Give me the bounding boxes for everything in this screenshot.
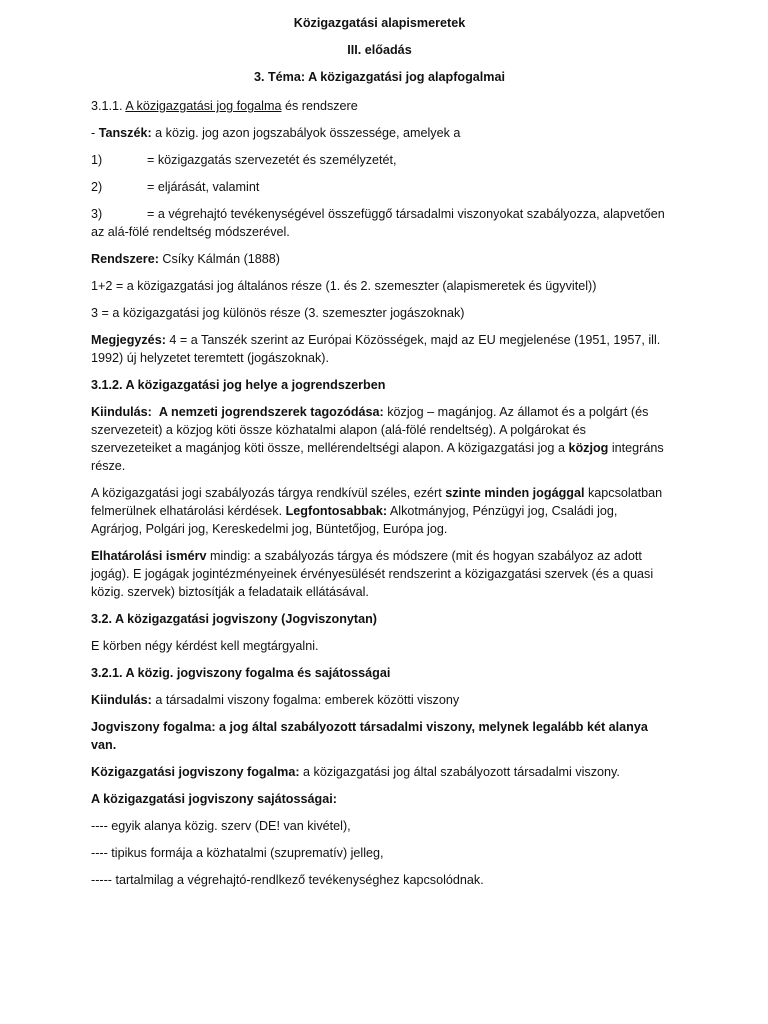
section-underlined-title: A közigazgatási jog fogalma [125,99,282,113]
section-3-2-heading [91,610,668,628]
elhatarolas-paragraph [91,547,668,601]
rendszere-line [91,250,668,268]
topic-heading: 3. Téma: A közigazgatási jog alapfogalmai [253,70,505,84]
kiindulas-label: Kiindulás: [91,405,152,419]
section-3-1-1-heading [91,97,668,115]
four-questions-line: E körben négy kérdést kell megtárgyalni. [91,639,319,653]
list-item-1 [91,151,668,169]
sajatossagai-title: A közigazgatási jogviszony sajátosságai: [91,792,337,806]
elhatarolas-text: mindig: a szabályozás tárgya és módszere (mit és hogyan szabályoz az adott jogág). E jogágak jogintézményeinek érvényesülését rendszerint a közigazgatási szervek (és a quasi közig. szervek) biztosítják a feladataik ellátásával. [91,549,654,599]
general-part-line: 1+2 = a közigazgatási jog általános része (1. és 2. szemeszter (alapismeretek és ügyvitel)) [91,279,597,293]
sajatossagai-heading [91,790,668,808]
list-item-3 [91,205,668,241]
list-item-text: = közigazgatás szervezetét és személyzetét, [147,153,397,167]
tanszek-definition [91,124,668,142]
kozig-jogviszony-label: Közigazgatási jogviszony fogalma: [91,765,300,779]
megjegyzes-label: Megjegyzés: [91,333,166,347]
kozjog-bold: közjog [568,441,609,455]
section-3-2-title: 3.2. A közigazgatási jogviszony (Jogviszonytan) [91,612,377,626]
elhatarolas-label: Elhatárolási ismérv [91,549,207,563]
kiindulas-bold-phrase: A nemzeti jogrendszerek tagozódása: [158,405,384,419]
section-3-2-1-title: 3.2.1. A közig. jogviszony fogalma és sajátosságai [91,666,391,680]
list-item-number: 1) [91,153,103,167]
targya-text-3: Alkotmányjog, Pénzügyi jog, Családi jog, Agrárjog, Polgári jog, Kereskedelmi jog, Büntetőjog, Európa jog. [91,504,618,536]
rendszere-text: Csíky Kálmán (1888) [162,252,280,266]
jogviszony-definition [91,718,668,754]
kozig-jogviszony-text: a közigazgatási jog által szabályozott társadalmi viszony. [303,765,620,779]
section-3-2-1-heading [91,664,668,682]
megjegyzes-text: 4 = a Tanszék szerint az Európai Közösségek, majd az EU megjelenése (1951, 1957, ill. 1992) új helyzetet teremtett (jogászoknak). [91,333,661,365]
kozig-jogviszony-definition [91,763,668,781]
targya-bold-2: Legfontosabbak: [285,504,388,518]
rendszere-label: Rendszere: [91,252,159,266]
list-item-number: 2) [91,180,103,194]
kiindulas-2-text: a társadalmi viszony fogalma: emberek közötti viszony [155,693,460,707]
lecture-heading: III. előadás [347,43,412,57]
tanszek-text: a közig. jog azon jogszabályok összessége, amelyek a [155,126,461,140]
list-item-continuation: az alá-fölé rendeltség módszerével. [91,225,290,239]
section-3-1-2-heading [91,376,668,394]
kiindulas-text: közjog – magánjog. Az államot és a polgárt (és szervezeteit) a közjog köti össze közhatalmi alapon (alá-fölé rendeltség). A polgárokat és szervezeteiket a magánjog köti össze, mellérendeltségi alapon. A közigazgatási jog a [91,405,649,455]
list-item-2 [91,178,668,196]
targya-text-2: kapcsolatban felmerülnek elhatárolási kérdések. [91,486,663,518]
tanszek-dash: - [91,126,99,140]
tanszek-label: Tanszék: [98,126,152,140]
section-number: 3.1.1. [91,99,123,113]
kiindulas-paragraph [91,403,668,475]
feature-line-1: ---- egyik alanya közig. szerv (DE! van kivétel), [91,819,351,833]
feature-line-2: ---- tipikus formája a közhatalmi (szuprematív) jelleg, [91,846,384,860]
list-item-text: = eljárását, valamint [147,180,260,194]
megjegyzes-note [91,331,668,367]
jogviszony-definition-text: Jogviszony fogalma: a jog által szabályozott társadalmi viszony, melynek legalább két alanya van. [91,720,648,752]
special-part-line: 3 = a közigazgatási jog különös része (3. szemeszter jogászoknak) [91,306,465,320]
section-title-rest: és rendszere [284,99,358,113]
section-3-1-2-title: 3.1.2. A közigazgatási jog helye a jogrendszerben [91,378,386,392]
kiindulas-2-line [91,691,668,709]
list-item-text: = a végrehajtó tevékenységével összefüggő társadalmi viszonyokat szabályozza, alapvetően [147,207,665,221]
targya-text-1: A közigazgatási jogi szabályozás tárgya rendkívül széles, ezért [91,486,442,500]
kiindulas-2-label: Kiindulás: [91,693,152,707]
targya-bold-1: szinte minden jogággal [445,486,585,500]
targya-paragraph [91,484,668,538]
list-item-number: 3) [91,207,103,221]
feature-line-3: ----- tartalmilag a végrehajtó-rendlkező tevékenységhez kapcsolódnak. [91,873,484,887]
document-title: Közigazgatási alapismeretek [293,16,466,30]
kiindulas-text-end: integráns része. [91,441,664,473]
